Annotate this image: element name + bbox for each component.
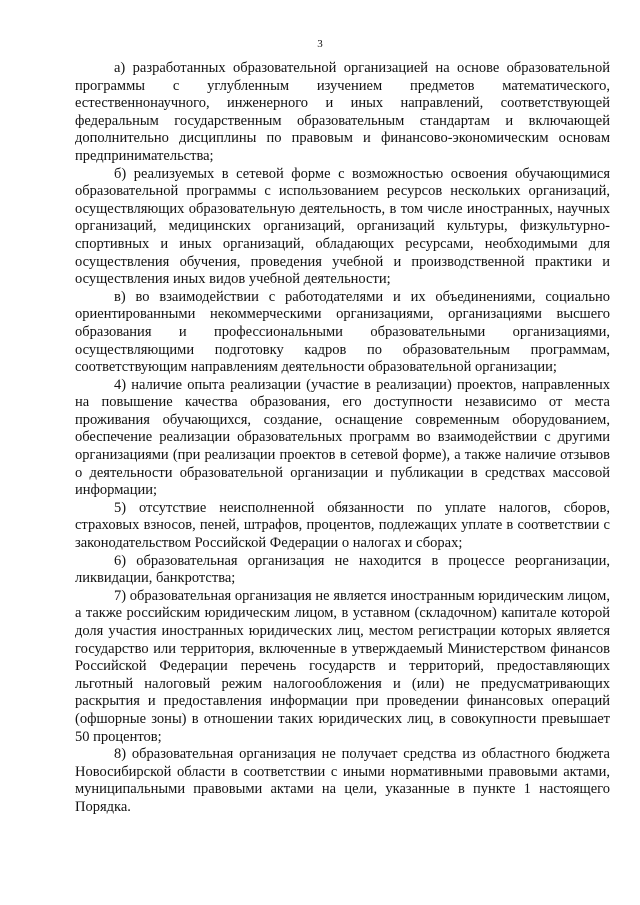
paragraph-5: 5) отсутствие неисполненной обязанности по уплате налогов, сборов, страховых взносов, пеней, штрафов, процентов, подлежащих уплате в соответствии с законодательством Российской Федерации о налогах и сборах; bbox=[75, 499, 610, 552]
paragraph-a: а) разработанных образовательной организацией на основе образовательной программы с углубленным изучением предметов математического, естественнонаучного, инженерного и иных направлений, соответствующей федеральным государственным образовательным стандартам и включающей дополнительно дисциплины по правовым и финансово-экономическим основам предпринимательства; bbox=[75, 60, 610, 164]
page-number: 3 bbox=[317, 38, 323, 50]
paragraph-8: 8) образовательная организация не получает средства из областного бюджета Новосибирской области в соответствии с иными нормативными правовыми актами, муниципальными правовыми актами на цели, указанные в пункте 1 настоящего Порядка. bbox=[75, 746, 610, 815]
paragraph-v: в) во взаимодействии с работодателями и их объединениями, социально ориентированными некоммерческими организациями, организациями высшего образования и профессиональными образовательными организациями, осуществляющими подготовку кадров по образовательным программам, соответствующим направлениям деятельности образовательной организации; bbox=[75, 288, 610, 376]
paragraph-b: б) реализуемых в сетевой форме с возможностью освоения обучающимися образовательной программы с использованием ресурсов нескольких организаций, осуществляющих образовательную деятельность, в том числе иностранных, научных организаций, медицинских организаций, организаций культуры, физкультурно-спортивных и иных организаций, обладающих ресурсами, необходимыми для осуществления обучения, проведения учебной и производственной практики и осуществления иных видов учебной деятельности; bbox=[75, 165, 610, 288]
paragraph-6: 6) образовательная организация не находится в процессе реорганизации, ликвидации, банкротства; bbox=[75, 552, 610, 587]
paragraph-7: 7) образовательная организация не является иностранным юридическим лицом, а также российским юридическим лицом, в уставном (складочном) капитале которой доля участия иностранных юридических лиц, местом регистрации которых является государство или территория, включенные в утверждаемый Министерством финансов Российской Федерации перечень государств и территорий, предоставляющих льготный налоговый режим налогообложения и (или) не предусматривающих раскрытия и предоставления информации при проведении финансовых операций (офшорные зоны) в отношении таких юридических лиц, в совокупности превышает 50 процентов; bbox=[75, 587, 610, 745]
document-body bbox=[75, 60, 610, 817]
paragraph-4: 4) наличие опыта реализации (участие в реализации) проектов, направленных на повышение качества образования, его доступности независимо от места проживания обучающихся, создание, оснащение современным оборудованием, обеспечение реализации образовательных программ во взаимодействии с другими организациями (при реализации проектов в сетевой форме), а также наличие отзывов о деятельности образовательной организации и публикации в средствах массовой информации; bbox=[75, 376, 610, 499]
